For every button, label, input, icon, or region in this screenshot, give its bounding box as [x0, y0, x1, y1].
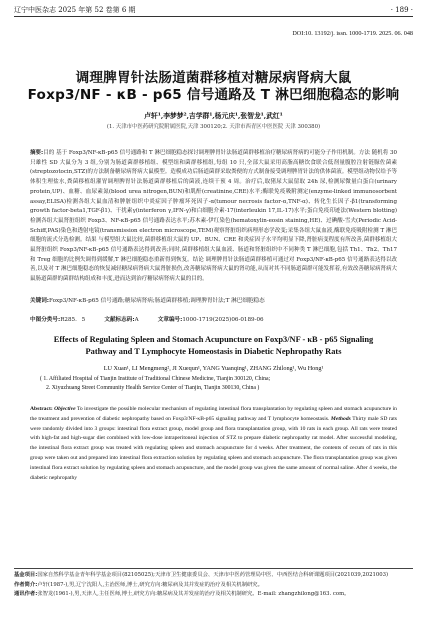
english-affiliation-2: 2. Xiyuzhuang Street Community Health Service Center of Tianjin, Tianjin 300130, China )	[46, 385, 260, 391]
footnotes	[14, 568, 413, 600]
chinese-abstract-label: 摘要:	[30, 150, 44, 156]
doc-code-value: A	[134, 317, 139, 323]
english-title-line-1: Effects of Regulating Spleen and Stomach Acupuncture on Foxp3/NF - κB - p65 Signaling	[53, 335, 374, 344]
fund-note	[14, 571, 413, 581]
corresponding-author-note	[14, 590, 413, 600]
author-bio-note	[14, 581, 413, 591]
chinese-affiliation: (1. 天津市中医药研究院附属医院,天津 300120;2. 天津市西青区中医医院 天津 300380)	[106, 124, 321, 130]
objective-label: Objective	[54, 406, 76, 412]
objective-text: To investigate the possible molecular mechanism of regulating intestinal flora transplantation by regulating spleen and stomach acupuncture in the treatment and prevention of diabetic nephropathy based on Foxp3/NF-κB-p65 signaling pathway and T lymphocyte homeostasis.	[30, 406, 397, 422]
corresponding-label: 通讯作者:	[14, 591, 38, 597]
clc-value: R285. 5	[60, 317, 86, 323]
fund-label: 基金项目:	[14, 572, 38, 578]
english-abstract-label: Abstract:	[30, 406, 53, 412]
english-title-line-2: Pathway and T Lymphocyte Homeostasis in Diabetic Nephropathy Rats	[85, 347, 342, 356]
chinese-abstract	[30, 149, 397, 295]
doi: DOI:10. 13192/j. issn. 1000-1719. 2025. 06. 048	[292, 30, 413, 37]
english-affiliation	[40, 375, 387, 393]
english-abstract	[30, 405, 397, 563]
methods-label: Methods	[330, 415, 351, 422]
doc-code-label: 文献标志码:	[104, 317, 135, 323]
methods-text: Thirty male SD rats were randomly divided into 3 groups: intestinal flora extract group, model group and flora transplantation group, with 10 rats in each group. All rats were treated with high-fat and high-sugar diet combined with low-dose intraperitoneal injection of STZ to prepare diabetic nephropathy rat model. After successful modeling, the intestinal flora extract group was treated with regulating spleen and stomach acupuncture for 4 weeks. After treatment, the contents of cecum of rats in this group were taken out and prepared into intestinal flora extraction solution by regulating spleen and stomach acupuncture. The flora transplantation group was given intestinal flora extract solution by regulating spleen and stomach acupuncture, and the model group was given the same amount of normal saline. After 4 weeks, the diabetic nephropathy	[30, 415, 397, 481]
journal-name: 辽宁中医杂志 2025 年第 52 卷第 6 期	[14, 6, 136, 14]
keywords-label: 关键词:	[30, 298, 50, 304]
fund-text: 国家自然科学基金青年科学基金项目(82105025);天津市卫生健康委员会、天津市中医药管理局中医、中西医结合科研课题项目(2021039,2021003)	[37, 572, 389, 578]
english-title	[20, 334, 407, 358]
author-bio-label: 作者简介:	[14, 581, 38, 588]
chinese-title-line-2: Foxp3/NF - κB - p65 信号通路及 T 淋巴细胞稳态的影响	[27, 87, 400, 103]
english-authors: LU Xuan¹, LI Mengmeng², JI Xuequn¹, YANG Yuanqing¹, ZHANG Zhilong¹, Wu Hong¹	[103, 365, 324, 372]
article-id-value: 1000-1719(2025)06-0189-06	[182, 317, 264, 323]
keywords-text: Foxp3/NF-κB-p65 信号通路;糖尿病肾病;肠道菌群移植;调理脾胃针法;T 淋巴细胞稳态	[49, 298, 265, 304]
corresponding-text: 张智龙(1961-),男,天津人,主任医师,博士,研究方向:糖尿病及其并发症的治疗及相关机制研究。E-mail: zhangzhilong@163. com。	[37, 591, 350, 597]
chinese-title-line-1: 调理脾胃针法肠道菌群移植对糖尿病肾病大鼠	[75, 70, 352, 86]
chinese-title	[10, 70, 417, 104]
author-bio-text: 卢轩(1987-),男,辽宁沈阳人,主治医师,博士,研究方向:糖尿病及其并发症的治疗及相关机制研究。	[37, 581, 263, 588]
article-id-label: 文章编号:	[157, 317, 183, 323]
running-header	[14, 4, 413, 17]
english-affiliation-1: ( 1. Affiliated Hospital of Tianjin Institute of Traditional Chinese Medicine, Tianjin 300120, China;	[40, 376, 271, 382]
chinese-authors: 卢轩¹,李梦梦²,吉学群¹,杨元庆¹,张智龙¹,武红¹	[144, 112, 283, 120]
chinese-keywords	[30, 297, 397, 306]
chinese-abstract-text: 目的 基于 Foxp3/NF-κB-p65 信号通路和 T 淋巴细胞稳态探讨调理脾胃针法肠道菌群移植治疗糖尿病肾病的可能分子作用机制。方法 随机将 30 只雄性 SD 大鼠分为 3 组,分别为肠道菌群移植组、模型组和菌群移植组,每组 10 只,全部大鼠采用高脂高糖饮食联合低剂量腹腔注射链脲佐菌素(streptozotocin,STZ)的方法制备糖尿病肾病大鼠模型。造模成功后肠道菌群采取粪便的方式制备接受调理脾胃针法的供体菌液。模型组动物仅给予等体积生理盐水,粪菌移植组灌胃调理脾胃针法肠道菌群移植后的菌液,连续干预 4 周。治疗后,取猪尿大鼠留取 24h 尿,检测尿微量白蛋白(urinary protein,UP)、血糖、血尿素氮(blood urea nitrogen,BUN)和肌酐(creatinine,CRE)水平;酶联免疫吸附测定(enzyme-linked immunosorbent assay,ELISA)检测各组大鼠血清和脾脏组织中炎症因子肿瘤坏死因子-α(tumour necrosis factor-α,TNF-α)、转化生长因子-β1(transforming growth factor-beta1,TGF-β1)、干扰素γ(interferon γ,IFN-γ)和白细胞介素-17(interleukin 17,IL-17)水平;蛋白免疫印迹法(Western blotting)检测各组大鼠肾脏组织 Foxp3、NF-κB-p65 信号通路表达水平;苏木素-伊红染色(hematoxylin-eosin staining,HE)、过碘酸-雪夫(Periodic Acid-Schiff,PAS)染色和透射电镜(transmission electron microscope,TEM)观察肾脏组织病理形态学改变;采集各组大鼠血液,酶联免疫吸附检测 T 淋巴细胞的流式分选检测。结果 与模型组大鼠比较,菌群移植组大鼠的 UP、BUN、CRE 和炎症因子水平均明显下降,肾脏病变程度有所改善,菌群移植组大鼠肾脏组织 Foxp3/NF-κB-p65 信号通路表达得到改善;同时,菌群移植组大鼠血液、肠道和肾脏组织中不同种类 T 淋巴细胞,包括 Th1、Th2、Th17 和 Treg 细胞的比例失调得到缓解,T 淋巴细胞稳态重新得到恢复。结论 调理脾胃针法肠道菌群移植可通过对 Foxp3/NF-κB-p65 信号通路表达得以改善,以及对 T 淋巴细胞稳态的恢复减轻糖尿病肾病大鼠肾脏损伤,改善糖尿病肾病大鼠的肾功能,从而对其不同肠道菌群可能发挥着,有效改善糖尿病肾病大鼠肠道菌群的菌群结构组成和丰度,进而达到治疗糖尿病肾病大鼠的目的。	[30, 150, 397, 283]
page-number: · 189 ·	[390, 6, 413, 14]
classification-line	[30, 315, 397, 323]
clc-label: 中图分类号:	[30, 317, 61, 323]
